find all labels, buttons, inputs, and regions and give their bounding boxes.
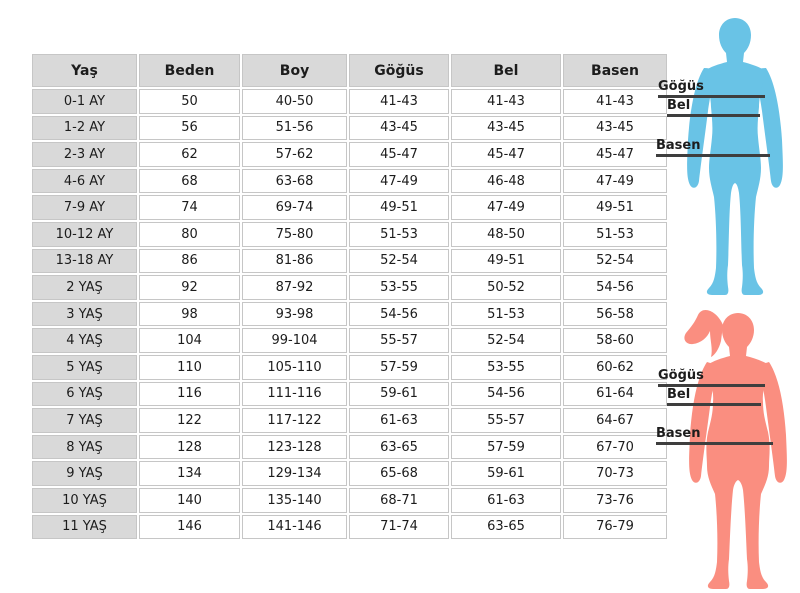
age-cell: 3 YAŞ bbox=[32, 302, 137, 327]
column-header: Beden bbox=[139, 54, 240, 87]
value-cell: 129-134 bbox=[242, 461, 347, 486]
value-cell: 105-110 bbox=[242, 355, 347, 380]
value-cell: 67-70 bbox=[563, 435, 667, 460]
boy-waist-measure bbox=[667, 99, 760, 117]
value-cell: 140 bbox=[139, 488, 240, 513]
table-row bbox=[32, 195, 667, 220]
value-cell: 146 bbox=[139, 515, 240, 540]
age-cell: 2 YAŞ bbox=[32, 275, 137, 300]
value-cell: 68 bbox=[139, 169, 240, 194]
value-cell: 71-74 bbox=[349, 515, 449, 540]
value-cell: 117-122 bbox=[242, 408, 347, 433]
value-cell: 110 bbox=[139, 355, 240, 380]
value-cell: 41-43 bbox=[349, 89, 449, 114]
value-cell: 104 bbox=[139, 328, 240, 353]
column-header: Göğüs bbox=[349, 54, 449, 87]
table-row bbox=[32, 142, 667, 167]
value-cell: 52-54 bbox=[451, 328, 561, 353]
value-cell: 92 bbox=[139, 275, 240, 300]
value-cell: 46-48 bbox=[451, 169, 561, 194]
value-cell: 98 bbox=[139, 302, 240, 327]
value-cell: 48-50 bbox=[451, 222, 561, 247]
table-row bbox=[32, 408, 667, 433]
value-cell: 75-80 bbox=[242, 222, 347, 247]
value-cell: 111-116 bbox=[242, 382, 347, 407]
girl-ponytail bbox=[684, 310, 723, 357]
table-body bbox=[32, 89, 667, 539]
column-header: Yaş bbox=[32, 54, 137, 87]
value-cell: 128 bbox=[139, 435, 240, 460]
value-cell: 134 bbox=[139, 461, 240, 486]
value-cell: 49-51 bbox=[451, 249, 561, 274]
value-cell: 56-58 bbox=[563, 302, 667, 327]
value-cell: 63-68 bbox=[242, 169, 347, 194]
value-cell: 76-79 bbox=[563, 515, 667, 540]
age-cell: 6 YAŞ bbox=[32, 382, 137, 407]
age-cell: 4 YAŞ bbox=[32, 328, 137, 353]
value-cell: 87-92 bbox=[242, 275, 347, 300]
value-cell: 59-61 bbox=[451, 461, 561, 486]
girl-chest-measure bbox=[658, 369, 765, 387]
value-cell: 61-63 bbox=[349, 408, 449, 433]
column-header: Basen bbox=[563, 54, 667, 87]
age-cell: 10-12 AY bbox=[32, 222, 137, 247]
table-row bbox=[32, 89, 667, 114]
table-row bbox=[32, 488, 667, 513]
age-cell: 0-1 AY bbox=[32, 89, 137, 114]
boy-chest-label: Göğüs bbox=[658, 79, 704, 94]
age-cell: 9 YAŞ bbox=[32, 461, 137, 486]
value-cell: 45-47 bbox=[451, 142, 561, 167]
value-cell: 74 bbox=[139, 195, 240, 220]
header-row bbox=[32, 54, 667, 87]
value-cell: 59-61 bbox=[349, 382, 449, 407]
value-cell: 81-86 bbox=[242, 249, 347, 274]
age-cell: 1-2 AY bbox=[32, 116, 137, 141]
value-cell: 55-57 bbox=[451, 408, 561, 433]
value-cell: 68-71 bbox=[349, 488, 449, 513]
value-cell: 116 bbox=[139, 382, 240, 407]
boy-hip-measure bbox=[656, 139, 770, 157]
value-cell: 57-59 bbox=[349, 355, 449, 380]
value-cell: 53-55 bbox=[451, 355, 561, 380]
column-header: Bel bbox=[451, 54, 561, 87]
value-cell: 45-47 bbox=[563, 142, 667, 167]
value-cell: 40-50 bbox=[242, 89, 347, 114]
table-row bbox=[32, 116, 667, 141]
value-cell: 122 bbox=[139, 408, 240, 433]
age-cell: 13-18 AY bbox=[32, 249, 137, 274]
value-cell: 51-53 bbox=[451, 302, 561, 327]
table-row bbox=[32, 169, 667, 194]
value-cell: 41-43 bbox=[563, 89, 667, 114]
boy-hip-label: Basen bbox=[656, 138, 701, 153]
girl-hip-line bbox=[656, 442, 773, 445]
value-cell: 61-63 bbox=[451, 488, 561, 513]
value-cell: 57-59 bbox=[451, 435, 561, 460]
age-cell: 11 YAŞ bbox=[32, 515, 137, 540]
value-cell: 58-60 bbox=[563, 328, 667, 353]
size-table bbox=[30, 52, 669, 541]
age-cell: 5 YAŞ bbox=[32, 355, 137, 380]
age-cell: 7 YAŞ bbox=[32, 408, 137, 433]
table-row bbox=[32, 302, 667, 327]
value-cell: 56 bbox=[139, 116, 240, 141]
boy-hip-line bbox=[656, 154, 770, 157]
value-cell: 47-49 bbox=[451, 195, 561, 220]
table-row bbox=[32, 249, 667, 274]
value-cell: 93-98 bbox=[242, 302, 347, 327]
table-row bbox=[32, 461, 667, 486]
value-cell: 80 bbox=[139, 222, 240, 247]
value-cell: 73-76 bbox=[563, 488, 667, 513]
value-cell: 43-45 bbox=[563, 116, 667, 141]
value-cell: 47-49 bbox=[349, 169, 449, 194]
age-cell: 8 YAŞ bbox=[32, 435, 137, 460]
value-cell: 51-53 bbox=[349, 222, 449, 247]
value-cell: 51-56 bbox=[242, 116, 347, 141]
value-cell: 69-74 bbox=[242, 195, 347, 220]
value-cell: 86 bbox=[139, 249, 240, 274]
value-cell: 47-49 bbox=[563, 169, 667, 194]
age-cell: 10 YAŞ bbox=[32, 488, 137, 513]
value-cell: 41-43 bbox=[451, 89, 561, 114]
table-row bbox=[32, 328, 667, 353]
value-cell: 49-51 bbox=[349, 195, 449, 220]
value-cell: 62 bbox=[139, 142, 240, 167]
girl-waist-measure bbox=[667, 388, 761, 406]
value-cell: 63-65 bbox=[451, 515, 561, 540]
value-cell: 64-67 bbox=[563, 408, 667, 433]
value-cell: 43-45 bbox=[349, 116, 449, 141]
value-cell: 61-64 bbox=[563, 382, 667, 407]
girl-silhouette bbox=[655, 299, 800, 591]
girl-hip-measure bbox=[656, 427, 773, 445]
value-cell: 55-57 bbox=[349, 328, 449, 353]
age-cell: 2-3 AY bbox=[32, 142, 137, 167]
value-cell: 52-54 bbox=[563, 249, 667, 274]
value-cell: 54-56 bbox=[451, 382, 561, 407]
value-cell: 49-51 bbox=[563, 195, 667, 220]
value-cell: 54-56 bbox=[349, 302, 449, 327]
value-cell: 65-68 bbox=[349, 461, 449, 486]
table-row bbox=[32, 382, 667, 407]
table-row bbox=[32, 275, 667, 300]
table-row bbox=[32, 355, 667, 380]
value-cell: 70-73 bbox=[563, 461, 667, 486]
value-cell: 52-54 bbox=[349, 249, 449, 274]
column-header: Boy bbox=[242, 54, 347, 87]
girl-chest-label: Göğüs bbox=[658, 368, 704, 383]
value-cell: 50-52 bbox=[451, 275, 561, 300]
girl-waist-label: Bel bbox=[667, 387, 691, 402]
age-cell: 7-9 AY bbox=[32, 195, 137, 220]
girl-waist-line bbox=[667, 403, 761, 406]
value-cell: 53-55 bbox=[349, 275, 449, 300]
boy-waist-label: Bel bbox=[667, 98, 691, 113]
boy-waist-line bbox=[667, 114, 760, 117]
boy-chest-measure bbox=[658, 80, 765, 98]
value-cell: 51-53 bbox=[563, 222, 667, 247]
value-cell: 43-45 bbox=[451, 116, 561, 141]
table-row bbox=[32, 222, 667, 247]
age-cell: 4-6 AY bbox=[32, 169, 137, 194]
value-cell: 135-140 bbox=[242, 488, 347, 513]
table-row bbox=[32, 515, 667, 540]
value-cell: 60-62 bbox=[563, 355, 667, 380]
girl-body bbox=[706, 313, 769, 589]
value-cell: 99-104 bbox=[242, 328, 347, 353]
value-cell: 141-146 bbox=[242, 515, 347, 540]
value-cell: 57-62 bbox=[242, 142, 347, 167]
value-cell: 45-47 bbox=[349, 142, 449, 167]
girl-hip-label: Basen bbox=[656, 426, 701, 441]
value-cell: 54-56 bbox=[563, 275, 667, 300]
table-row bbox=[32, 435, 667, 460]
value-cell: 123-128 bbox=[242, 435, 347, 460]
value-cell: 50 bbox=[139, 89, 240, 114]
value-cell: 63-65 bbox=[349, 435, 449, 460]
